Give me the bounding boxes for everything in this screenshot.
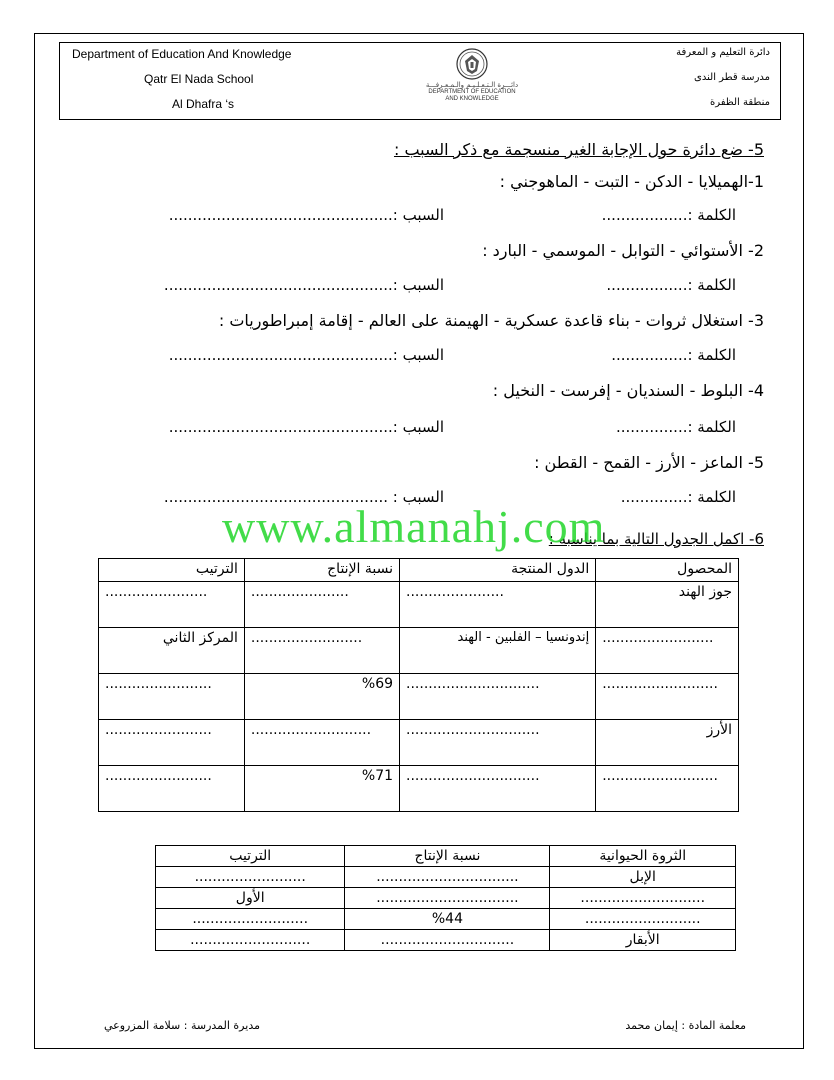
table-header: الترتيب <box>156 846 345 867</box>
table-cell[interactable]: .......................... <box>596 674 739 720</box>
table-row <box>156 909 736 930</box>
section6-title: 6- اكمل الجدول التالية بما يناسبه : <box>548 530 764 548</box>
education-logo <box>412 47 532 117</box>
table-cell: الإبل <box>550 867 736 888</box>
table-cell[interactable]: ...................... <box>244 582 399 628</box>
q3-word: الكلمة :................ <box>611 346 736 364</box>
table-cell: جوز الهند <box>596 582 739 628</box>
table-cell[interactable]: .............................. <box>345 930 550 951</box>
q4-reason: السبب :............................................... <box>168 418 444 436</box>
table-cell[interactable]: .......................... <box>596 766 739 812</box>
table-cell: الأرز <box>596 720 739 766</box>
table-cell: الأول <box>156 888 345 909</box>
logo-arabic-text: دائـــرة الـتـعـلـيـم والـمـعـرفـــة <box>425 81 519 89</box>
table-header-row <box>99 559 739 582</box>
table-cell: %69 <box>244 674 399 720</box>
table-row <box>99 720 739 766</box>
table-cell[interactable]: ...................... <box>400 582 596 628</box>
header-dept-ar: دائرة التعليم و المعرفة <box>676 47 770 58</box>
table-cell[interactable]: .............................. <box>400 766 596 812</box>
footer-teacher: معلمة المادة : إيمان محمد <box>625 1019 746 1032</box>
table-row <box>99 582 739 628</box>
q1-word: الكلمة :.................. <box>601 206 736 224</box>
table-row <box>156 930 736 951</box>
crops-table <box>98 558 739 812</box>
table-cell[interactable]: .............................. <box>400 720 596 766</box>
livestock-table <box>155 845 736 951</box>
table-cell[interactable]: ........................... <box>244 720 399 766</box>
table-cell: إندونسيا – الفلبين - الهند <box>400 628 596 674</box>
table-cell[interactable]: ............................ <box>550 888 736 909</box>
section5-title: 5- ضع دائرة حول الإجابة الغير منسجمة مع ذكر السبب : <box>393 140 764 159</box>
table-header-row <box>156 846 736 867</box>
header-school-en: Qatr El Nada School <box>144 72 254 86</box>
table-cell[interactable]: ........................ <box>99 674 245 720</box>
table-header: الثروة الحيوانية <box>550 846 736 867</box>
table-cell: المركز الثاني <box>99 628 245 674</box>
table-header: نسبة الإنتاج <box>244 559 399 582</box>
table-cell: %71 <box>244 766 399 812</box>
q3-text: 3- استغلال ثروات - بناء قاعدة عسكرية - الهيمنة على العالم - إقامة إمبراطوريات : <box>218 311 764 330</box>
header-school-ar: مدرسة قطر الندى <box>694 72 770 83</box>
table-header: الترتيب <box>99 559 245 582</box>
document-header <box>59 42 781 120</box>
table-cell[interactable]: .......................... <box>156 909 345 930</box>
table-cell[interactable]: .............................. <box>400 674 596 720</box>
q4-word: الكلمة :............... <box>615 418 736 436</box>
q2-word: الكلمة :................. <box>606 276 736 294</box>
table-cell[interactable]: ................................ <box>345 888 550 909</box>
header-dept-en: Department of Education And Knowledge <box>72 47 292 61</box>
table-cell[interactable]: .......................... <box>550 909 736 930</box>
table-cell[interactable]: ......................... <box>244 628 399 674</box>
header-region-ar: منطقة الظفرة <box>709 97 770 108</box>
table-cell[interactable]: ......................... <box>596 628 739 674</box>
table-cell: الأبقار <box>550 930 736 951</box>
q5-word: الكلمة :.............. <box>620 488 736 506</box>
table-header: المحصول <box>596 559 739 582</box>
table-header: نسبة الإنتاج <box>345 846 550 867</box>
table-cell[interactable]: ........................ <box>99 766 245 812</box>
table-header: الدول المنتجة <box>400 559 596 582</box>
table-cell[interactable]: ......................... <box>156 867 345 888</box>
q5-reason: السبب : ............................................... <box>163 488 444 506</box>
header-region-en: Al Dhafra ‘s <box>172 97 235 111</box>
table-row <box>99 628 739 674</box>
q5-text: 5- الماعز - الأرز - القمح - القطن : <box>534 453 764 472</box>
footer-principal: مديرة المدرسة : سلامة المزروعي <box>104 1019 260 1032</box>
table-cell[interactable]: ....................... <box>99 582 245 628</box>
q2-reason: السبب :................................................ <box>163 276 444 294</box>
q1-reason: السبب :............................................... <box>168 206 444 224</box>
table-cell[interactable]: ................................ <box>345 867 550 888</box>
table-row <box>99 674 739 720</box>
table-cell[interactable]: ........................ <box>99 720 245 766</box>
falcon-emblem-icon <box>455 47 489 81</box>
q3-reason: السبب :............................................... <box>168 346 444 364</box>
logo-english-text-2: AND KNOWLEDGE <box>445 96 499 102</box>
q4-text: 4- البلوط - السنديان - إفرست - النخيل : <box>492 381 764 400</box>
q1-text: 1-الهميلايا - الدكن - التبت - الماهوجني : <box>499 172 764 191</box>
q2-text: 2- الأستوائي - التوابل - الموسمي - البارد : <box>482 241 764 260</box>
table-cell[interactable]: ........................... <box>156 930 345 951</box>
logo-english-text-1: DEPARTMENT OF EDUCATION <box>428 89 516 95</box>
table-row <box>156 867 736 888</box>
table-row <box>99 766 739 812</box>
watermark-text: www.almanahj.com <box>222 501 606 552</box>
table-row <box>156 888 736 909</box>
table-cell: %44 <box>345 909 550 930</box>
